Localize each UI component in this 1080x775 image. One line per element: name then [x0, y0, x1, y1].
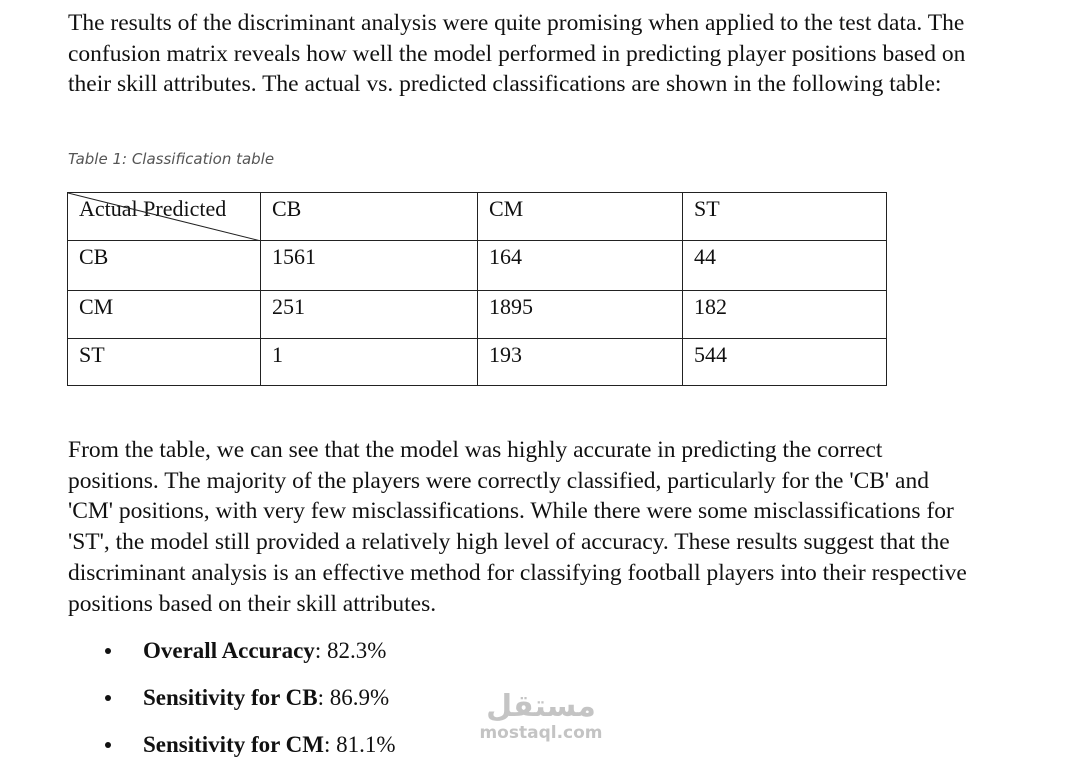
corner-actual-label: Actual — [79, 196, 138, 221]
list-item — [68, 634, 396, 681]
column-header: CM — [478, 193, 683, 241]
table-row — [68, 241, 887, 291]
table-cell: 193 — [478, 339, 683, 386]
table-cell: 182 — [683, 291, 887, 339]
watermark-logo — [474, 690, 608, 742]
table-header-row — [68, 193, 887, 241]
watermark-latin: mostaql.com — [479, 723, 603, 743]
row-header: CM — [68, 291, 261, 339]
table-cell: 44 — [683, 241, 887, 291]
bullet-icon — [105, 695, 111, 701]
metric-value: : 86.9% — [317, 685, 390, 710]
column-header: CB — [261, 193, 478, 241]
table-row — [68, 291, 887, 339]
metrics-list — [68, 634, 396, 775]
classification-table — [67, 192, 887, 386]
analysis-paragraph: From the table, we can see that the model was highly accurate in predicting the correct positions. The majority of the players were correctly classified, particularly for the 'CB' and 'CM' positions, with very few misclassifications. While there were some misclassifications for 'ST', the model still provided a relatively high level of accuracy. These results suggest that the discriminant analysis is an effective method for classifying football players into their respective positions based on their skill attributes. — [68, 437, 967, 617]
metric-label: Overall Accuracy — [143, 638, 315, 663]
table-cell: 544 — [683, 339, 887, 386]
metric-label: Sensitivity for CB — [143, 685, 318, 710]
table-cell: 1561 — [261, 241, 478, 291]
corner-cell — [68, 193, 261, 241]
table-cell: 164 — [478, 241, 683, 291]
table-cell: 1895 — [478, 291, 683, 339]
row-header: CB — [68, 241, 261, 291]
metric-value: : 81.1% — [324, 732, 396, 757]
diagonal-line — [68, 193, 261, 241]
column-header: ST — [683, 193, 887, 241]
list-item — [68, 681, 396, 728]
corner-predicted-label: Predicted — [143, 196, 227, 221]
bullet-icon — [105, 648, 111, 654]
metric-label: Sensitivity for CM — [143, 732, 325, 757]
table-cell: 1 — [261, 339, 478, 386]
row-header: ST — [68, 339, 261, 386]
table-row — [68, 339, 887, 386]
table-caption: Table 1: Classification table — [68, 150, 275, 168]
intro-paragraph: The results of the discriminant analysis were quite promising when applied to the test data. The confusion matrix reveals how well the model performed in predicting player positions based on their skill attributes. The actual vs. predicted classifications are shown in the following table: — [68, 10, 966, 98]
watermark-arabic: مستقل — [486, 689, 596, 724]
bullet-icon — [105, 742, 111, 748]
document-body — [68, 8, 973, 100]
metric-value: : 82.3% — [314, 638, 387, 663]
table-cell: 251 — [261, 291, 478, 339]
